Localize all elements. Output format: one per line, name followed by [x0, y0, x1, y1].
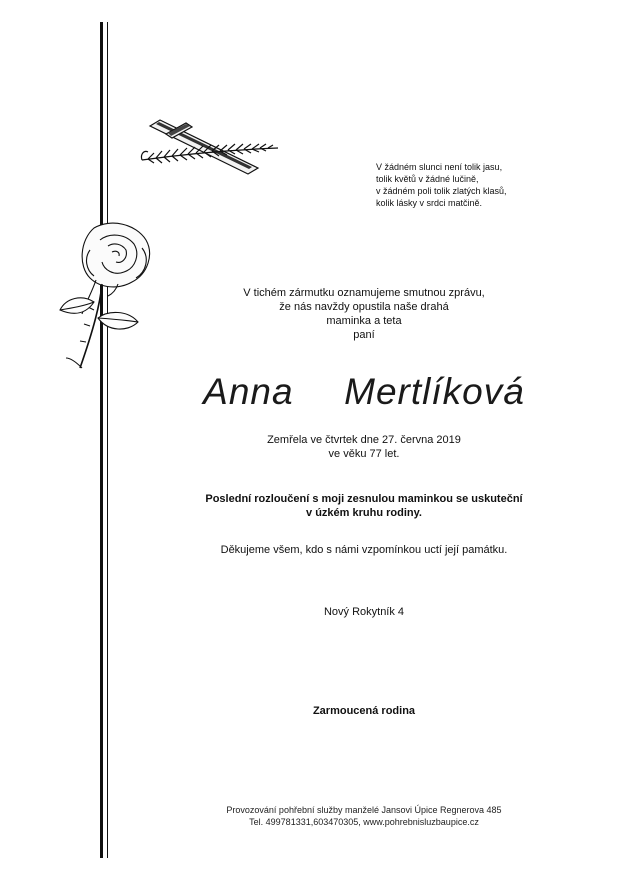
footer-contact: Tel. 499781331,603470305, www.pohrebnisluzbaupice.cz: [249, 817, 479, 827]
vertical-border-thick: [100, 22, 103, 858]
family-signature: Zarmoucená rodina: [312, 705, 416, 717]
poem-line: V žádném slunci není tolik jasu,: [376, 162, 503, 172]
death-info: [108, 433, 620, 461]
deceased-name: Anna Mertlíková: [203, 371, 525, 412]
funeral-service-footer: [108, 804, 620, 828]
intro-line: maminka a teta: [326, 315, 402, 327]
poem-line: v žádném poli tolik zlatých klasů,: [376, 186, 507, 196]
poem-line: kolik lásky v srdci matčině.: [376, 198, 483, 208]
poem-line: tolik květů v žádné lučině,: [376, 174, 479, 184]
intro-line: V tichém zármutku oznamujeme smutnou zprávu,: [243, 287, 485, 299]
intro-line: paní: [353, 329, 375, 341]
address-text: Nový Rokytník 4: [323, 606, 405, 618]
death-date: Zemřela ve čtvrtek dne 27. června 2019: [267, 434, 461, 446]
poem: [376, 161, 576, 209]
farewell-notice: [108, 492, 620, 520]
thanks-text: Děkujeme všem, kdo s námi vzpomínkou uctí její památku.: [220, 544, 508, 556]
farewell-line: v úzkém kruhu rodiny.: [306, 507, 422, 519]
death-age: ve věku 77 let.: [328, 448, 400, 460]
farewell-line: Poslední rozloučení s moji zesnulou maminkou se uskuteční: [205, 493, 523, 505]
intro-line: že nás navždy opustila naše drahá: [279, 301, 449, 313]
cross-with-palm-icon: [138, 110, 283, 185]
announcement-intro: [108, 286, 620, 342]
footer-line: Provozování pohřební služby manželé Jansovi Úpice Regnerova 485: [226, 805, 502, 815]
